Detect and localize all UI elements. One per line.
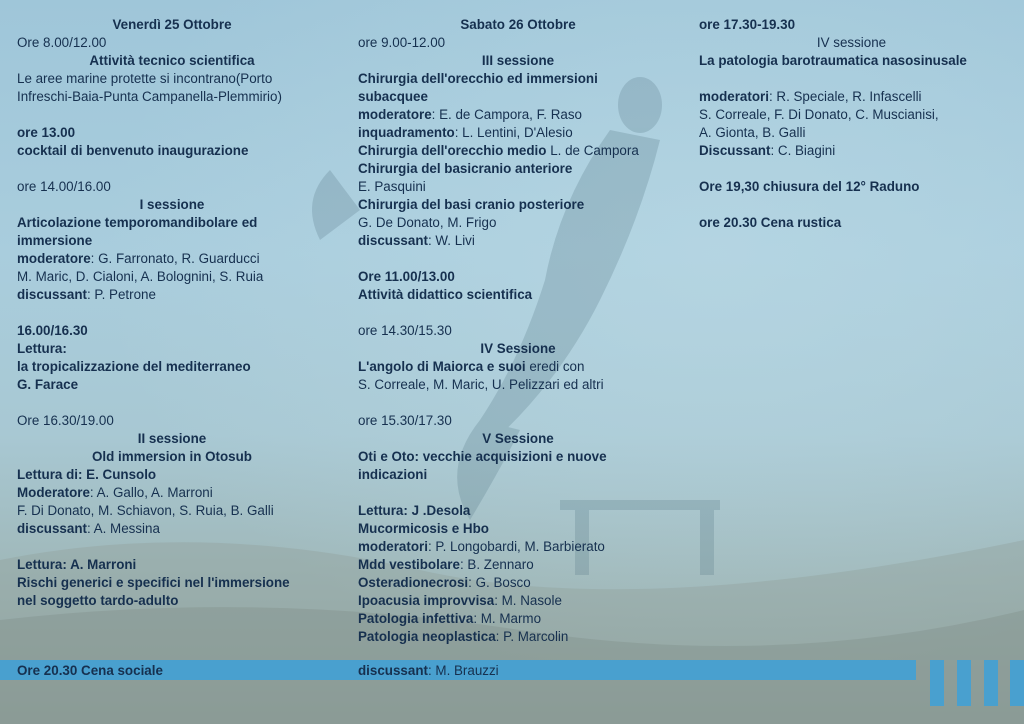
line-value: : L. Lentini, D'Alesio	[454, 125, 573, 140]
line-value: : A. Messina	[86, 521, 160, 536]
program-line: immersione	[17, 233, 93, 248]
line-value: : M. Marmo	[473, 611, 542, 626]
program-line	[17, 250, 327, 268]
program-line: Articolazione temporomandibolare ed	[17, 215, 258, 230]
program-line	[17, 160, 327, 178]
stripe	[984, 660, 998, 706]
footer-left-text: Ore 20.30 Cena sociale	[17, 663, 163, 678]
line-value: L. de Campora	[546, 143, 639, 158]
line-label: L'angolo di Maiorca e suoi	[358, 359, 526, 374]
program-line: F. Di Donato, M. Schiavon, S. Ruia, B. Galli	[17, 503, 274, 518]
program-line: S. Correale, F. Di Donato, C. Muscianisi,	[699, 107, 939, 122]
program-line	[358, 574, 678, 592]
program-line	[358, 142, 678, 160]
program-line: Lettura di: E. Cunsolo	[17, 467, 157, 482]
line-label: Chirurgia dell'orecchio medio	[358, 143, 547, 158]
program-line: Le aree marine protette si incontrano(Porto	[17, 71, 273, 86]
line-label: inquadramento	[358, 125, 455, 140]
program-line	[17, 484, 327, 502]
program-line: S. Correale, M. Maric, U. Pelizzari ed altri	[358, 377, 604, 392]
line-label: discussant	[17, 287, 87, 302]
program-line: G. De Donato, M. Frigo	[358, 215, 497, 230]
program-line	[358, 124, 678, 142]
program-line	[358, 250, 678, 268]
line-label: Patologia neoplastica	[358, 629, 496, 644]
program-line: II sessione	[137, 431, 207, 446]
program-line	[699, 160, 1004, 178]
program-line	[358, 592, 678, 610]
program-line: ore 9.00-12.00	[358, 35, 446, 50]
program-line: Mucormicosis e Hbo	[358, 521, 489, 536]
program-line: ore 20.30 Cena rustica	[699, 215, 842, 230]
line-value: : M. Nasole	[494, 593, 562, 608]
program-line: Chirurgia del basi cranio posteriore	[358, 197, 585, 212]
program-line: Lettura: A. Marroni	[17, 557, 137, 572]
program-line: Old immersion in Otosub	[92, 449, 252, 464]
program-line: E. Pasquini	[358, 179, 426, 194]
program-line: A. Gionta, B. Galli	[699, 125, 806, 140]
line-label: moderatori	[358, 539, 428, 554]
line-label: moderatore	[358, 107, 432, 122]
program-line: Rischi generici e specifici nel l'immersione	[17, 575, 290, 590]
program-line	[358, 538, 678, 556]
column-saturday-evening	[699, 16, 1004, 232]
program-line: Ore 11.00/13.00	[358, 269, 455, 284]
program-line: Attività didattico scientifica	[358, 287, 533, 302]
program-line: Ore 8.00/12.00	[17, 35, 107, 50]
program-line: Infreschi-Baia-Punta Campanella-Plemmirio)	[17, 89, 282, 104]
line-value: : R. Speciale, R. Infascelli	[768, 89, 922, 104]
line-value: : E. de Campora, F. Raso	[431, 107, 583, 122]
stripe	[957, 660, 971, 706]
line-value: : P. Longobardi, M. Barbierato	[427, 539, 605, 554]
program-line	[358, 106, 678, 124]
decorative-stripes	[930, 660, 1024, 706]
program-line: 16.00/16.30	[17, 323, 88, 338]
line-value: : B. Zennaro	[459, 557, 534, 572]
program-line	[17, 394, 327, 412]
program-line	[17, 106, 327, 124]
program-line: ore 14.00/16.00	[17, 179, 111, 194]
program-line	[17, 304, 327, 322]
stripe	[930, 660, 944, 706]
program-line: Ore 19,30 chiusura del 12° Raduno	[699, 179, 920, 194]
line-value: : G. Farronato, R. Guarducci	[90, 251, 260, 266]
line-label: Ipoacusia improvvisa	[358, 593, 495, 608]
program-line: Lettura:	[17, 341, 67, 356]
program-line: ore 15.30/17.30	[358, 413, 452, 428]
program-line	[17, 538, 327, 556]
program-line: ore 17.30-19.30	[699, 17, 796, 32]
program-line: subacquee	[358, 89, 428, 104]
column-friday	[17, 16, 327, 610]
line-value: : P. Marcolin	[495, 629, 569, 644]
program-line	[358, 358, 678, 376]
line-value: eredi con	[525, 359, 585, 374]
program-line: indicazioni	[358, 467, 428, 482]
program-line: nel soggetto tardo-adulto	[17, 593, 179, 608]
program-line	[699, 196, 1004, 214]
program-line	[358, 304, 678, 322]
program-line: ore 13.00	[17, 125, 76, 140]
program-line: La patologia barotraumatica nasosinusale	[699, 53, 967, 68]
program-line	[699, 70, 1004, 88]
line-label: Discussant	[699, 143, 771, 158]
program-line	[358, 394, 678, 412]
program-line: I sessione	[139, 197, 205, 212]
line-label: Osteradionecrosi	[358, 575, 469, 590]
program-line: M. Maric, D. Cialoni, A. Bolognini, S. Ruia	[17, 269, 264, 284]
program-line	[358, 484, 678, 502]
program-line: Chirurgia dell'orecchio ed immersioni	[358, 71, 598, 86]
program-line: III sessione	[481, 53, 555, 68]
program-line: G. Farace	[17, 377, 79, 392]
program-line: ore 14.30/15.30	[358, 323, 452, 338]
program-line	[358, 556, 678, 574]
program-line	[358, 610, 678, 628]
program-line	[17, 520, 327, 538]
line-label: Mdd vestibolare	[358, 557, 460, 572]
program-line	[699, 88, 1004, 106]
program-line	[699, 142, 1004, 160]
line-value: : C. Biagini	[770, 143, 836, 158]
program-line: IV sessione	[816, 35, 887, 50]
program-line: la tropicalizzazione del mediterraneo	[17, 359, 251, 374]
line-value: : W. Livi	[427, 233, 475, 248]
program-line: Ore 16.30/19.00	[17, 413, 114, 428]
program-line: cocktail di benvenuto inaugurazione	[17, 143, 249, 158]
line-label: moderatore	[17, 251, 91, 266]
line-value: : A. Gallo, A. Marroni	[89, 485, 213, 500]
line-value: : G. Bosco	[468, 575, 531, 590]
line-label: Patologia infettiva	[358, 611, 474, 626]
footer-middle-label: discussant	[358, 663, 428, 678]
program-line: V Sessione	[482, 431, 554, 446]
footer-middle-text	[358, 662, 499, 680]
program-line	[358, 232, 678, 250]
line-label: discussant	[358, 233, 428, 248]
line-value: : P. Petrone	[86, 287, 156, 302]
program-line: Sabato 26 Ottobre	[460, 17, 576, 32]
program-line: Lettura: J .Desola	[358, 503, 471, 518]
program-line: Chirurgia del basicranio anteriore	[358, 161, 573, 176]
program-line	[17, 286, 327, 304]
line-label: discussant	[17, 521, 87, 536]
footer-middle-rest: : M. Brauzzi	[427, 663, 499, 678]
program-line: IV Sessione	[480, 341, 556, 356]
column-saturday	[358, 16, 678, 646]
program-line: Venerdì 25 Ottobre	[112, 17, 232, 32]
line-label: Moderatore	[17, 485, 90, 500]
program-line: Attività tecnico scientifica	[89, 53, 255, 68]
stripe	[1010, 660, 1024, 706]
program-line: Oti e Oto: vecchie acquisizioni e nuove	[358, 449, 607, 464]
line-label: moderatori	[699, 89, 769, 104]
program-line	[358, 628, 678, 646]
